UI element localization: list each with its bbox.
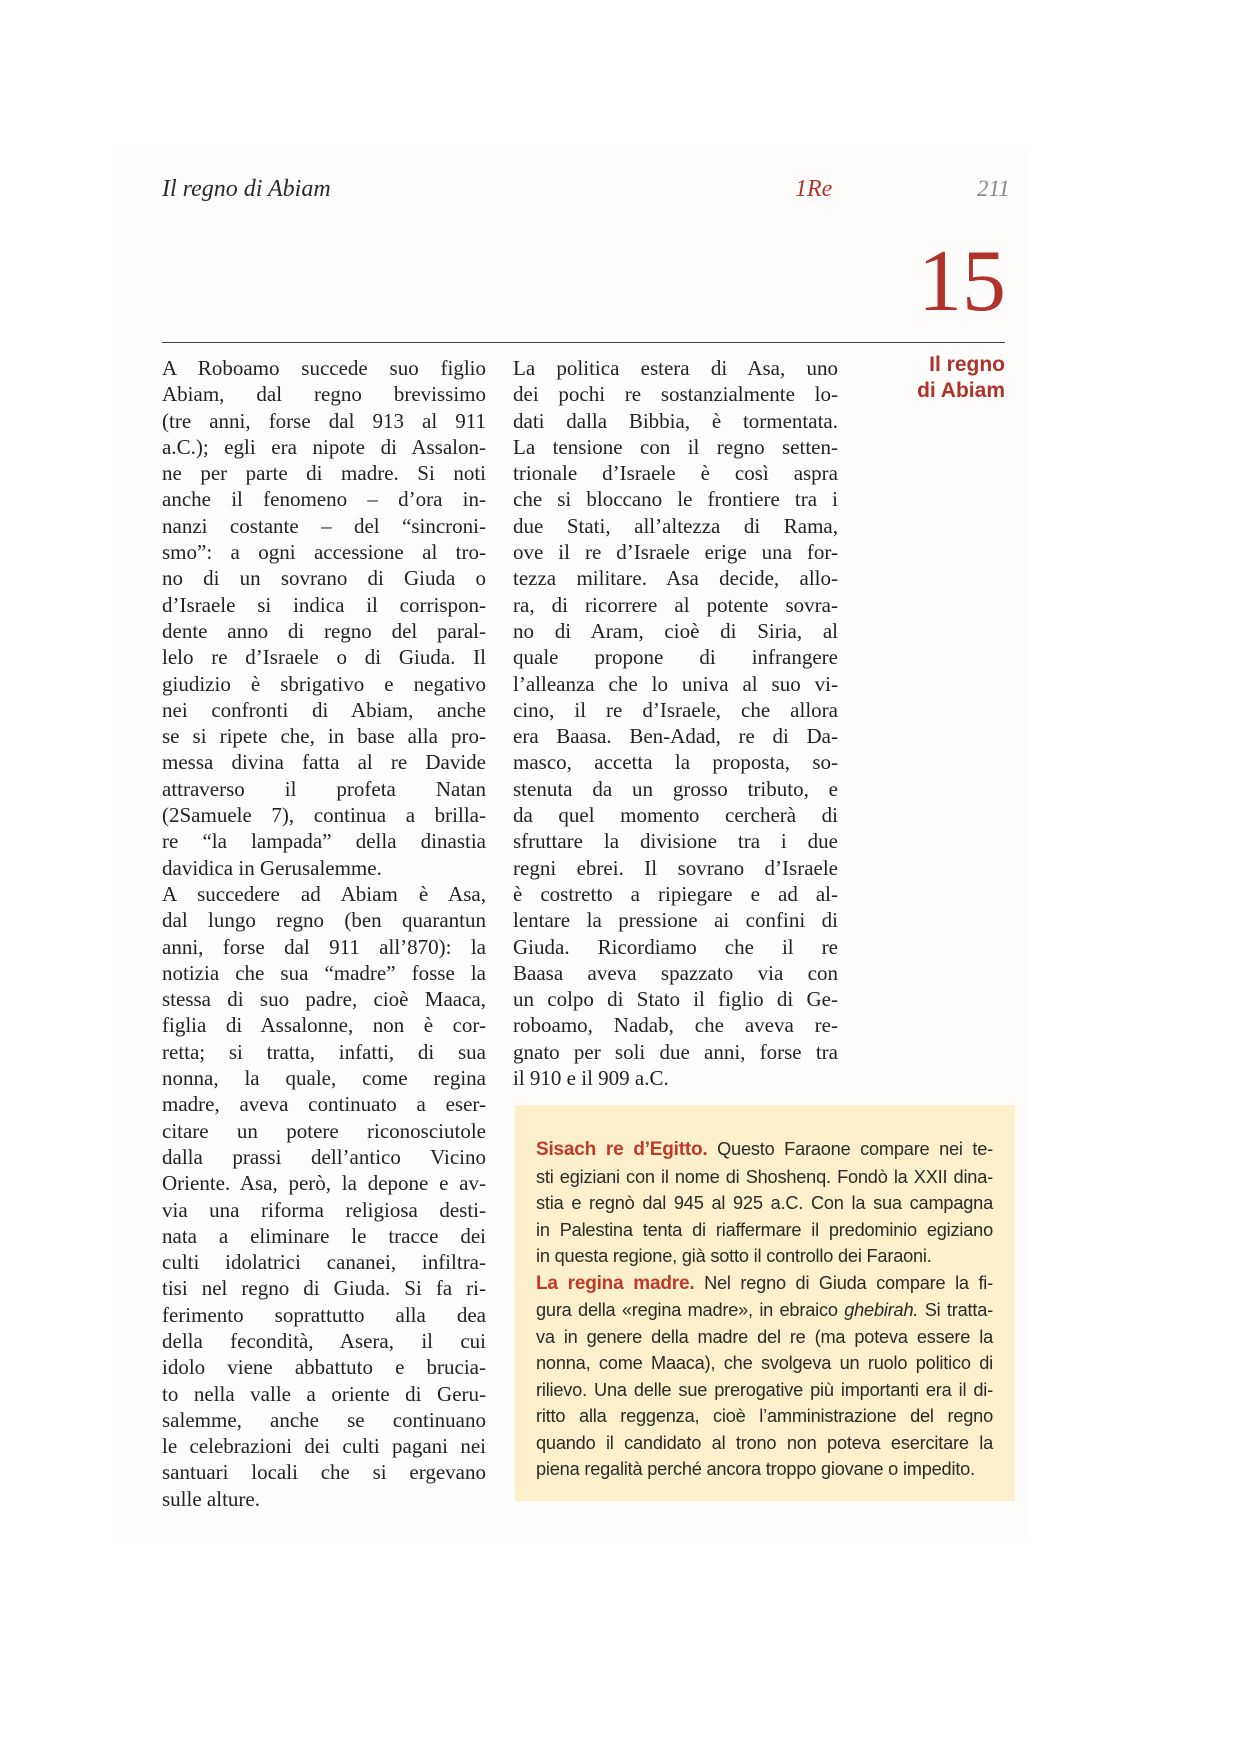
- text-line: no di Aram, cioè di Siria, al: [513, 618, 838, 643]
- text-line: cino, il re d’Israele, che allora: [513, 697, 838, 722]
- text-line: retta; si tratta, infatti, di sua: [162, 1039, 486, 1064]
- page-number: 211: [977, 176, 1010, 201]
- text-line: le celebrazioni dei culti pagani nei: [162, 1434, 486, 1459]
- text-line: Giuda. Ricordiamo che il re: [513, 934, 838, 959]
- text-line: anni, forse dal 911 all’870): la: [162, 934, 486, 959]
- sidebar-line: [536, 1270, 993, 1298]
- text-line: stenuta da un grosso tributo, e: [513, 776, 838, 801]
- sidebar-text: [536, 1136, 993, 1483]
- text-line: Baasa aveva spazzato via con: [513, 960, 838, 985]
- sidebar-line: nonna, come Maaca), che svolgeva un ruolo politico di: [536, 1353, 993, 1373]
- text-line: notizia che sua “madre” fosse la: [162, 960, 486, 985]
- sidebar-line: [536, 1136, 993, 1164]
- text-line: La politica estera di Asa, uno: [513, 356, 838, 380]
- text-line: to nella valle a oriente di Geru-: [162, 1381, 486, 1406]
- text-line: idolo viene abbattuto e brucia-: [162, 1355, 486, 1380]
- text-line: ra, di ricorrere al potente sovra-: [513, 592, 838, 617]
- text-line: quale propone di infrangere: [513, 645, 838, 670]
- text-line: nata a eliminare le tracce dei: [162, 1223, 486, 1248]
- middle-text-column: [513, 355, 838, 1091]
- text-line: nonna, la quale, come regina: [162, 1066, 486, 1091]
- text-line: salemme, anche se continuano: [162, 1407, 486, 1432]
- text-line: l’alleanza che lo univa al suo vi-: [513, 671, 838, 696]
- text-line: Abiam, dal regno brevissimo: [162, 382, 486, 407]
- text-line: trionale d’Israele è così aspra: [513, 461, 838, 486]
- text-line: sfruttare la divisione tra i due: [513, 829, 838, 854]
- sidebar-heading-regina-madre: La regina madre.: [536, 1272, 695, 1294]
- text-line: dal lungo regno (ben quarantun: [162, 908, 486, 933]
- text-line: d’Israele si indica il corrispon-: [162, 592, 486, 617]
- side-title-line: di Abiam: [917, 379, 1005, 402]
- text-line: gnato per soli due anni, forse tra: [513, 1039, 838, 1064]
- sidebar-italic-term: ghebirah.: [844, 1300, 919, 1320]
- text-line: nei confronti di Abiam, anche: [162, 697, 486, 722]
- text-line: stessa di suo padre, cioè Maaca,: [162, 987, 486, 1012]
- text-line: La tensione con il regno setten-: [513, 434, 838, 459]
- text-line: ove il re d’Israele erige una for-: [513, 540, 838, 565]
- text-line: due Stati, all’altezza di Rama,: [513, 513, 838, 538]
- text-line: davidica in Gerusalemme.: [162, 855, 382, 880]
- text-line: era Baasa. Ben-Adad, re di Da-: [513, 724, 838, 749]
- text-line: è costretto a ripiegare e ad al-: [513, 881, 838, 906]
- sidebar-text-fragment: Si tratta-: [924, 1300, 993, 1320]
- text-line: tisi nel regno di Giuda. Si fa ri-: [162, 1276, 486, 1301]
- text-line: figlia di Assalonne, non è cor-: [162, 1013, 486, 1038]
- text-line: Oriente. Asa, però, la depone e av-: [162, 1171, 486, 1196]
- text-line: anche il fenomeno – d’ora in-: [162, 487, 486, 512]
- text-line: lelo re d’Israele o di Giuda. Il: [162, 645, 486, 670]
- text-line: culti idolatrici cananei, infiltra-: [162, 1250, 486, 1275]
- text-line: giudizio è sbrigativo e negativo: [162, 671, 486, 696]
- text-line: della fecondità, Asera, il cui: [162, 1328, 486, 1353]
- text-line: un colpo di Stato il figlio di Ge-: [513, 987, 838, 1012]
- text-line: ferimento soprattutto alla dea: [162, 1302, 486, 1327]
- sidebar-text-fragment: Nel regno di Giuda compare la fi-: [704, 1272, 994, 1293]
- text-line: messa divina fatta al re Davide: [162, 750, 486, 775]
- text-line: il 910 e il 909 a.C.: [513, 1066, 669, 1091]
- text-line: re “la lampada” della dinastia: [162, 829, 486, 854]
- text-line: da quel momento cercherà di: [513, 803, 838, 828]
- text-line: ne per parte di madre. Si noti: [162, 461, 486, 486]
- sidebar-line: [536, 1297, 993, 1324]
- text-line: regni ebrei. Il sovrano d’Israele: [513, 855, 838, 880]
- sidebar-line: piena regalità perché ancora troppo giovane o impedito.: [536, 1459, 975, 1479]
- text-line: che si bloccano le frontiere tra i: [513, 487, 838, 512]
- sidebar-text-fragment: Questo Faraone compare nei te-: [717, 1139, 993, 1159]
- text-line: se si ripete che, in base alla pro-: [162, 724, 486, 749]
- text-line: A Roboamo succede suo figlio: [162, 356, 486, 380]
- running-title: Il regno di Abiam: [162, 176, 331, 202]
- text-line: dente anno di regno del paral-: [162, 618, 486, 643]
- text-line: madre, aveva continuato a eser-: [162, 1092, 486, 1117]
- chapter-side-title: [855, 352, 1005, 404]
- book-name: 1Re: [795, 176, 833, 202]
- header-rule: [162, 342, 1005, 343]
- text-line: dati dalla Bibbia, è tormentata.: [513, 408, 838, 433]
- sidebar-line: sti egiziani con il nome di Shoshenq. Fondò la XXII dina-: [536, 1166, 993, 1187]
- sidebar-line: quando il candidato al trono non poteva esercitare la: [536, 1432, 993, 1453]
- text-line: sulle alture.: [162, 1486, 260, 1511]
- sidebar-line: va in genere della madre del re (ma poteva essere la: [536, 1326, 993, 1347]
- text-line: A succedere ad Abiam è Asa,: [162, 881, 486, 906]
- text-line: (tre anni, forse dal 913 al 911: [162, 408, 486, 433]
- text-line: via una riforma religiosa desti-: [162, 1197, 486, 1222]
- text-line: (2Samuele 7), continua a brilla-: [162, 803, 486, 828]
- text-line: masco, accetta la proposta, so-: [513, 750, 838, 775]
- sidebar-line: rilievo. Una delle sue prerogative più importanti era il di-: [536, 1379, 993, 1400]
- text-line: santuari locali che si ergevano: [162, 1460, 486, 1485]
- sidebar-line: in questa regione, già sotto il controllo dei Faraoni.: [536, 1246, 932, 1266]
- sidebar-line: ritto alla reggenza, cioè l’amministrazione del regno: [536, 1406, 993, 1426]
- sidebar-line: in Palestina tenta di riaffermare il predominio egiziano: [536, 1219, 993, 1240]
- text-line: no di un sovrano di Giuda o: [162, 566, 486, 591]
- chapter-number: 15: [918, 233, 1006, 330]
- text-line: dei pochi re sostanzialmente lo-: [513, 382, 838, 407]
- text-line: lentare la pressione ai confini di: [513, 908, 838, 933]
- text-line: a.C.); egli era nipote di Assalon-: [162, 434, 486, 459]
- sidebar-line: stia e regnò dal 945 al 925 a.C. Con la sua campagna: [536, 1193, 993, 1213]
- text-line: attraverso il profeta Natan: [162, 776, 486, 801]
- sidebar-text-fragment: gura della «regina madre», in ebraico: [536, 1300, 838, 1320]
- side-title-line: Il regno: [929, 353, 1005, 376]
- text-line: dalla prassi dell’antico Vicino: [162, 1144, 486, 1169]
- text-line: roboamo, Nadab, che aveva re-: [513, 1013, 838, 1038]
- text-line: citare un potere riconosciutole: [162, 1118, 486, 1143]
- sidebar-heading-sisach: Sisach re d’Egitto.: [536, 1139, 708, 1160]
- text-line: tezza militare. Asa decide, allo-: [513, 566, 838, 591]
- text-line: nanzi costante – del “sincroni-: [162, 513, 486, 538]
- left-text-column: [162, 355, 486, 1512]
- text-line: smo”: a ogni accessione al tro-: [162, 540, 486, 565]
